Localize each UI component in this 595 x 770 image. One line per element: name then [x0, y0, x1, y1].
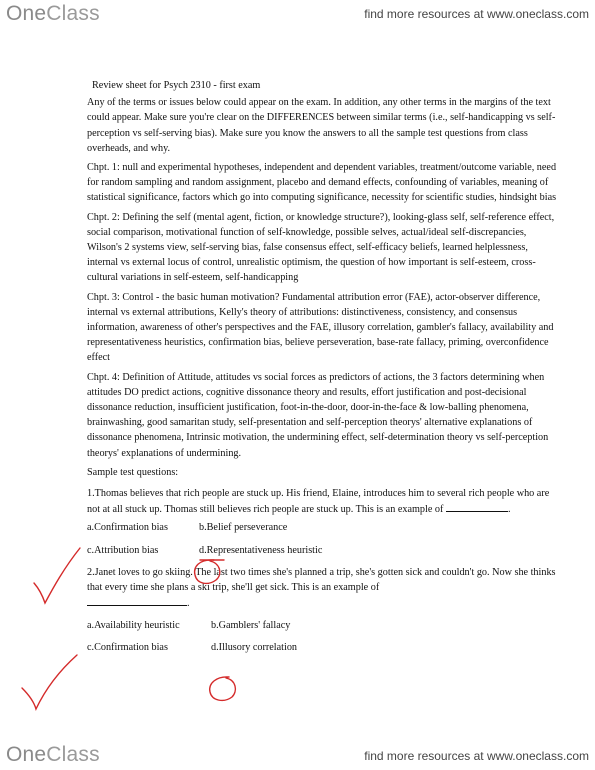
checkmark-question-2	[22, 655, 77, 709]
option-c: c.Confirmation bias	[87, 641, 168, 653]
question-2-text: 2.Janet loves to go skiing. The last two times she's planned a trip, she's gotten sick and couldn't go. Now she thinks that every time she plans a ski trip, she'll get sick. This is an example of	[87, 566, 556, 594]
question-1	[87, 486, 557, 517]
question-2	[87, 565, 557, 612]
question-2-end: .	[187, 598, 190, 610]
option-a: a.Confirmation bias	[87, 522, 168, 534]
question-2-options-row-2	[87, 640, 557, 655]
document-body	[87, 78, 557, 662]
question-1-end: .	[507, 504, 511, 516]
chapter-3-paragraph: Chpt. 3: Control - the basic human motivation? Fundamental attribution error (FAE), actor-observer difference, internal vs external attributions, Kelly's theory of attributions: distinctiveness, consistency, and consensus information, awareness of other's perspectives and the FAE, illusory correlation, gambler's fallacy, availability and representativeness heuristics, confirmation bias, believe perseveration, base-rate fallacy, priming, overconfidence effect	[87, 291, 554, 364]
question-1-options-row-1	[87, 520, 557, 535]
question-1-text: 1.Thomas believes that rich people are stuck up. His friend, Elaine, introduces him to several rich people who are not at all stuck up. Thomas still believes rich people are stuck up. This is an example of	[87, 488, 550, 516]
logo-one-text: One	[6, 743, 47, 766]
answer-blank	[87, 595, 187, 606]
chapter-1-paragraph: Chpt. 1: null and experimental hypotheses, independent and dependent variables, treatment/outcome variable, need for random sampling and random assignment, placebo and demand effects, confounding of variables, meaning of statistical significance, factors which go into computing significance, necessity for scientific studies, hindsight bias	[87, 162, 557, 204]
find-more-link-bottom[interactable]: find more resources at www.oneclass.com	[364, 749, 589, 763]
logo-class-text: Class	[46, 2, 100, 25]
option-b: b.Gamblers' fallacy	[211, 619, 291, 631]
oneclass-logo	[6, 2, 100, 26]
question-1-options-row-2	[87, 543, 557, 558]
logo-class-text: Class	[46, 743, 100, 766]
option-c: c.Attribution bias	[87, 544, 159, 556]
question-2-options-row-1	[87, 618, 557, 633]
find-more-link-top[interactable]: find more resources at www.oneclass.com	[364, 7, 589, 21]
chapter-2-paragraph: Chpt. 2: Defining the self (mental agent, fiction, or knowledge structure?), looking-glass self, self-reference effect, social comparison, motivational function of self-knowledge, possible selves, actual/ideal self-discrepancies, Wilson's 2 systems view, self-serving bias, false consensus effect, self-efficacy beliefs, learned helplessness, internal vs external locus of control, unrealistic optimism, the question of how important is self-esteem, cross-cultural variations in self-esteem, self-handicapping	[87, 211, 555, 284]
chapter-4-paragraph: Chpt. 4: Definition of Attitude, attitudes vs social forces as predictors of actions, the 3 factors determining when attitudes DO predict actions, cognitive dissonance theory and results, effort justification and post-decisional dissonance reduction, insufficient justification, foot-in-the-door, door-in-the-face & low-balling phenomena, brainwashing, good samaritan study, self-presentation and self-perception theorys' alternative explanations of dissonance phenomena, Intrinsic motivation, the undermining effect, self-determination theory vs self-perception theorys' explanations of undermining.	[87, 371, 549, 459]
intro-paragraph: Any of the terms or issues below could appear on the exam. In addition, any other terms in the margins of the text could appear. Make sure you're clear on the DIFFERENCES between similar terms (i.e., self-handicapping vs self-perception vs self-serving bias). Make sure you know the answers to all the sample test questions from class overheads, and why.	[87, 97, 556, 154]
page-title: Review sheet for Psych 2310 - first exam	[92, 80, 261, 91]
option-d: d.Representativeness heuristic	[199, 544, 323, 556]
checkmark-question-1	[34, 548, 80, 603]
sample-questions-heading: Sample test questions:	[87, 466, 179, 478]
option-d: d.Illusory correlation	[211, 641, 298, 653]
option-b: b.Belief perseverance	[199, 522, 288, 534]
answer-blank	[446, 501, 508, 512]
logo-one-text: One	[6, 2, 47, 25]
circle-answer-d-question-2	[210, 677, 236, 701]
option-a: a.Availability heuristic	[87, 619, 180, 631]
oneclass-logo-footer	[6, 743, 100, 767]
